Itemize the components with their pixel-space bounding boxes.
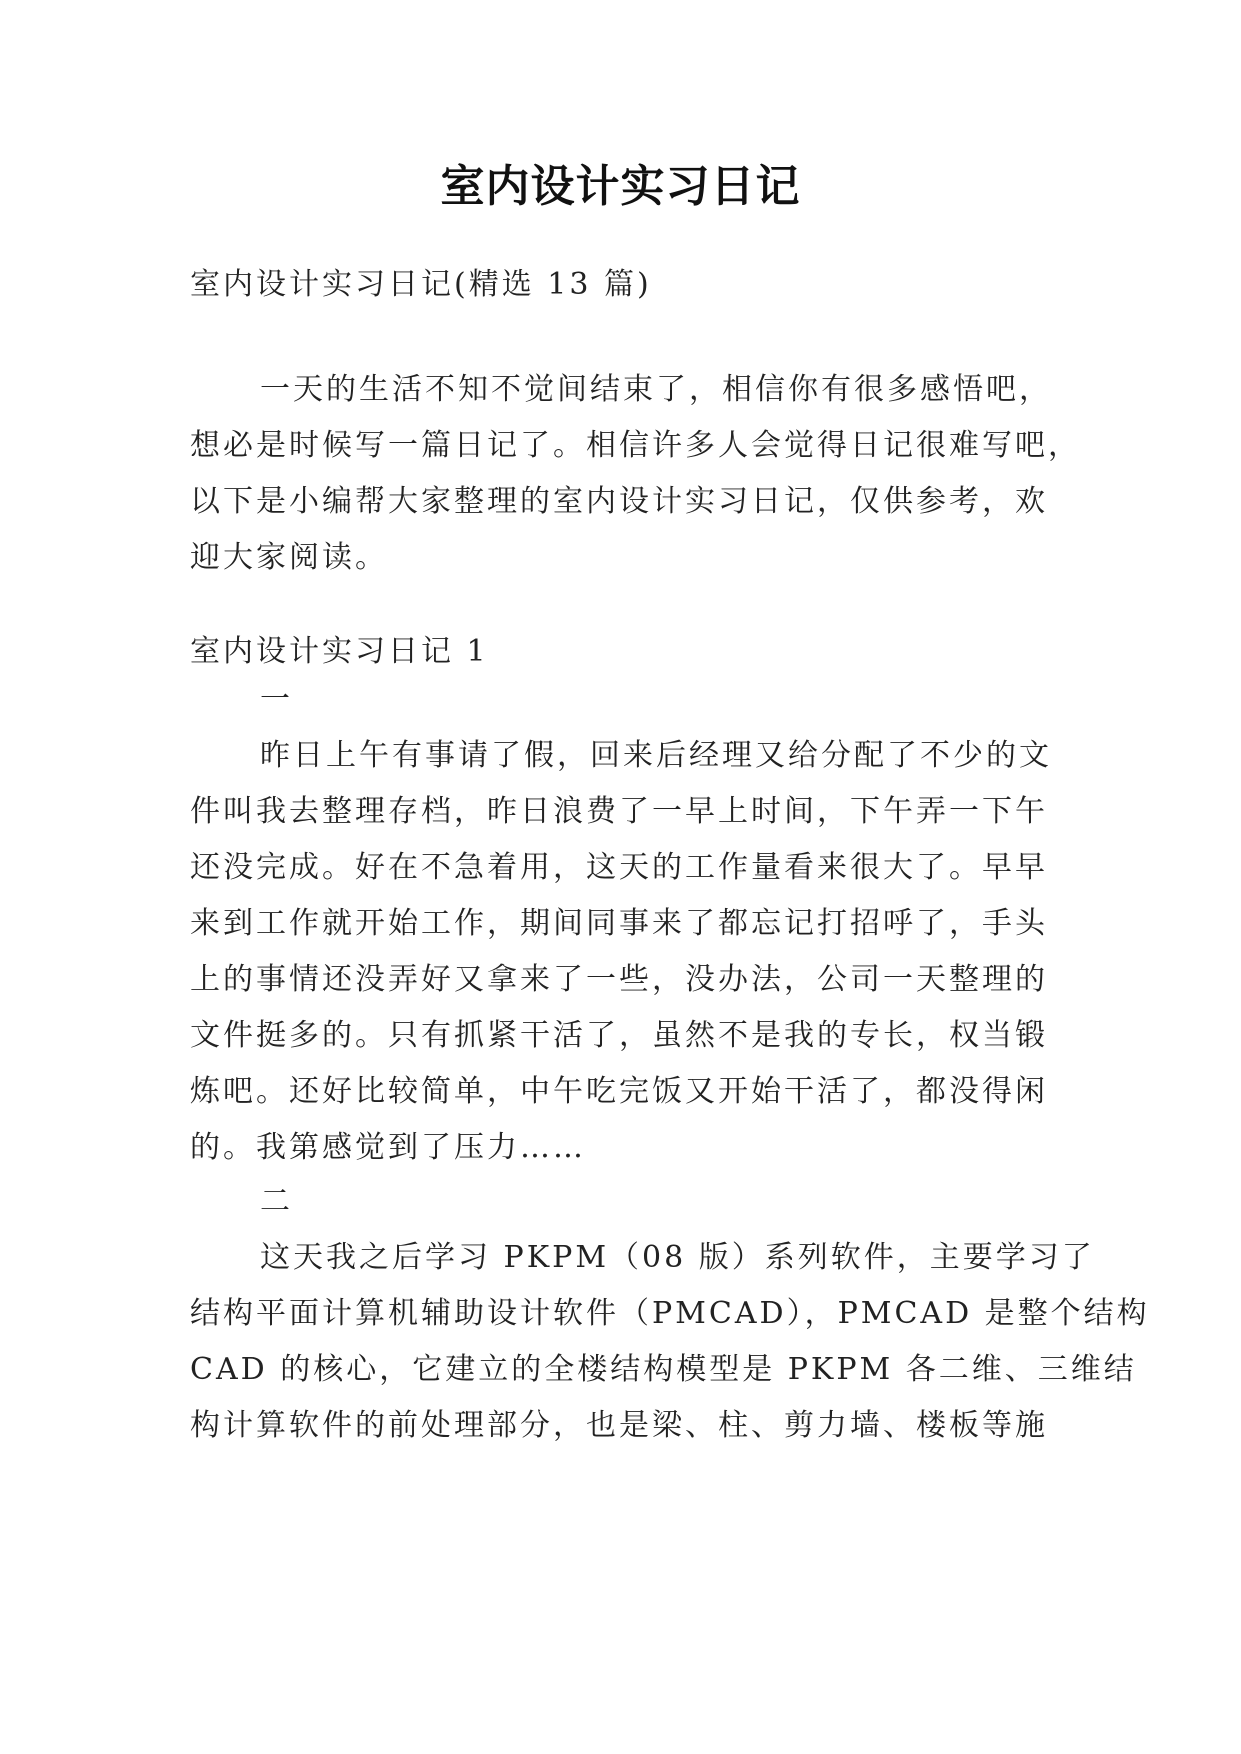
body-line: 昨日上午有事请了假，回来后经理又给分配了不少的文 bbox=[260, 738, 1052, 773]
body-line: 这天我之后学习 PKPM（08 版）系列软件，主要学习了 bbox=[260, 1240, 1095, 1275]
intro-line: 以下是小编帮大家整理的室内设计实习日记，仅供参考，欢 bbox=[190, 484, 1048, 519]
intro-line: 迎大家阅读。 bbox=[190, 540, 388, 575]
body-line: 结构平面计算机辅助设计软件（PMCAD），PMCAD 是整个结构 bbox=[190, 1296, 1150, 1331]
part-marker: 二 bbox=[260, 1184, 293, 1219]
body-line: 炼吧。还好比较简单，中午吃完饭又开始干活了，都没得闲 bbox=[190, 1074, 1048, 1109]
document-subtitle: 室内设计实习日记(精选 13 篇) bbox=[190, 267, 652, 302]
body-line: 构计算软件的前处理部分，也是梁、柱、剪力墙、楼板等施 bbox=[190, 1408, 1048, 1443]
body-line: 文件挺多的。只有抓紧干活了，虽然不是我的专长，权当锻 bbox=[190, 1018, 1048, 1053]
intro-line: 一天的生活不知不觉间结束了，相信你有很多感悟吧， bbox=[260, 372, 1052, 407]
section-heading: 室内设计实习日记 1 bbox=[190, 634, 489, 669]
body-line: 上的事情还没弄好又拿来了一些，没办法，公司一天整理的 bbox=[190, 962, 1048, 997]
body-line: 来到工作就开始工作，期间同事来了都忘记打招呼了，手头 bbox=[190, 906, 1048, 941]
body-line: 件叫我去整理存档，昨日浪费了一早上时间，下午弄一下午 bbox=[190, 794, 1048, 829]
body-line: 的。我第感觉到了压力…… bbox=[190, 1130, 586, 1165]
document-title: 室内设计实习日记 bbox=[440, 161, 801, 212]
body-line: CAD 的核心，它建立的全楼结构模型是 PKPM 各二维、三维结 bbox=[190, 1352, 1137, 1387]
intro-line: 想必是时候写一篇日记了。相信许多人会觉得日记很难写吧， bbox=[190, 428, 1081, 463]
body-line: 还没完成。好在不急着用，这天的工作量看来很大了。早早 bbox=[190, 850, 1048, 885]
part-marker: 一 bbox=[260, 682, 293, 717]
